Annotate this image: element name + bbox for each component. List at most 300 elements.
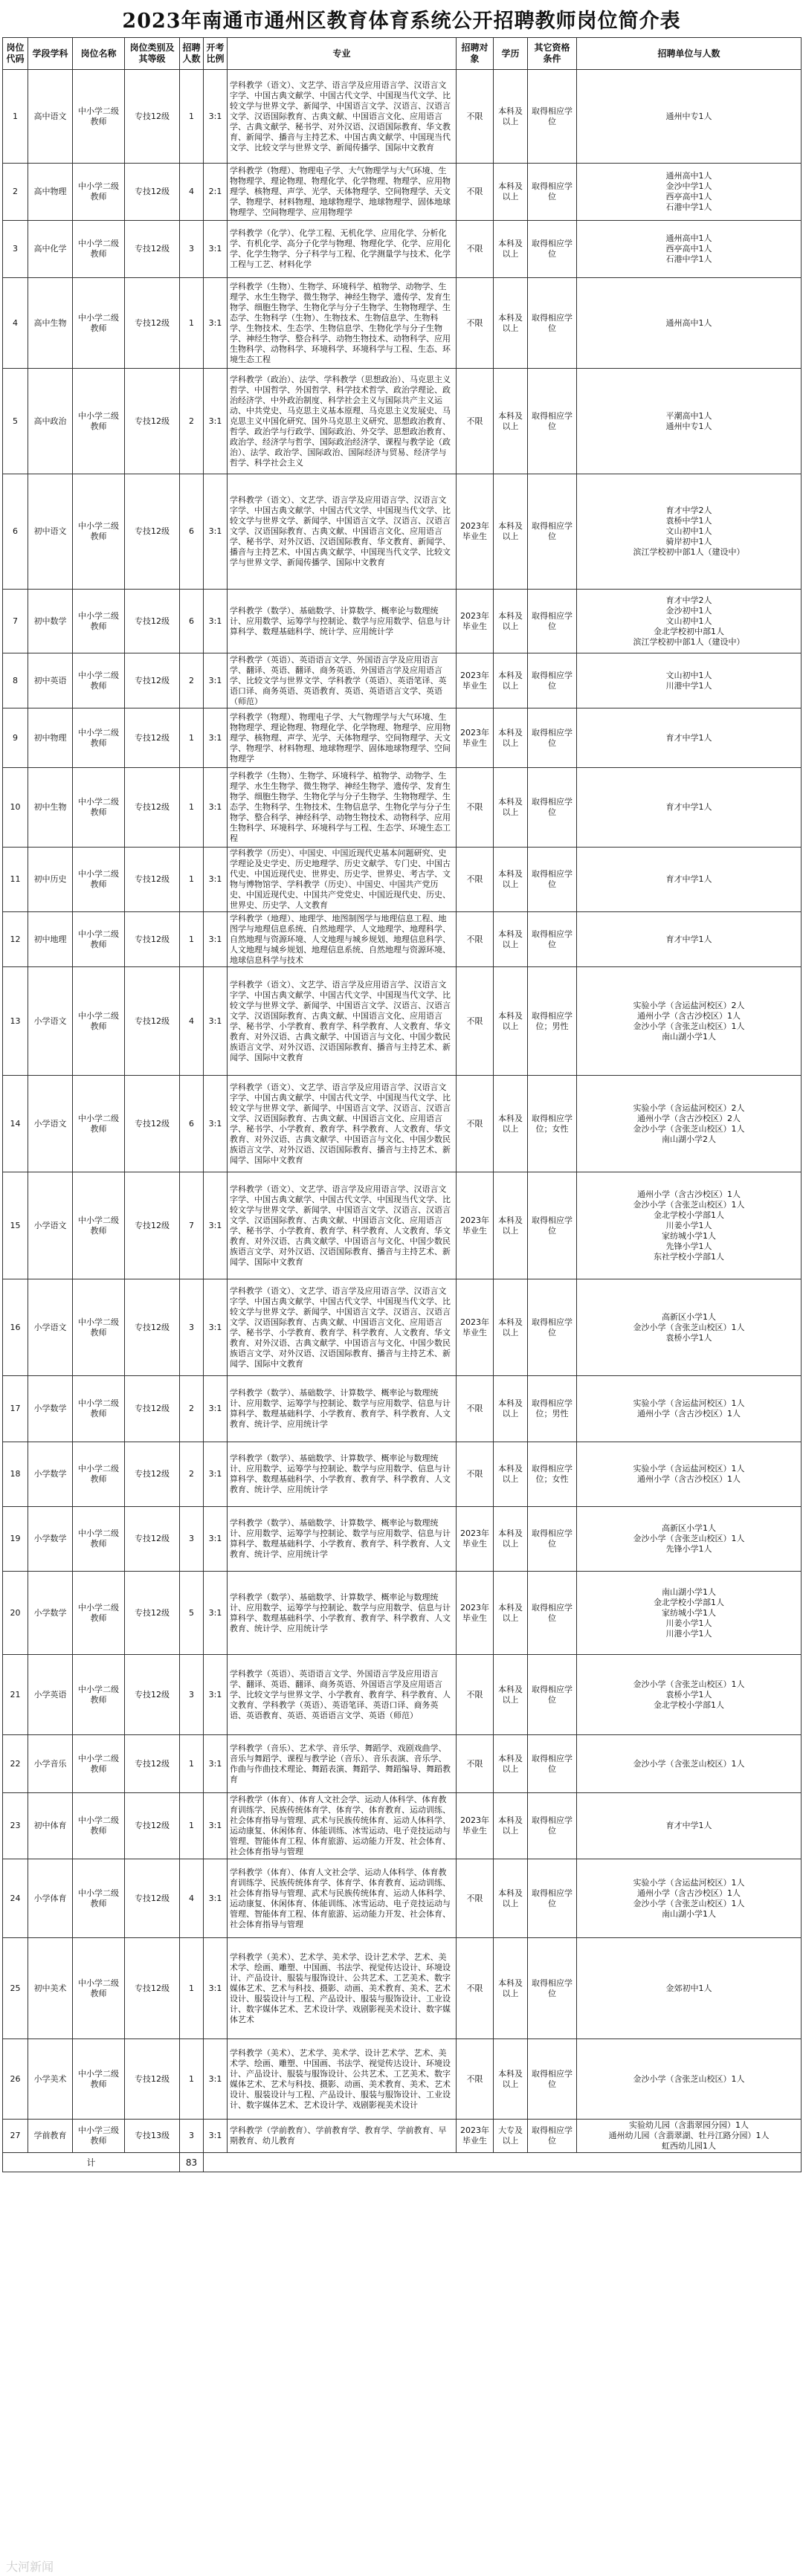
row-target: 不限 (457, 1076, 494, 1172)
row-schools (577, 768, 802, 848)
row-major: 学科教学（英语）、英语语言文学、外国语言学及应用语言学、翻译、英语、翻译、商务英语、外国语言学及应用语言学、比较文学与世界文学、学科教学（英语）、英语笔译、英语口译、商务英语、英语教育、英语、英语语言文学、英语（师范） (228, 653, 457, 708)
row-category: 专技12级 (125, 1859, 180, 1938)
row-edu: 本科及以上 (494, 590, 528, 653)
row-category: 专技12级 (125, 1279, 180, 1376)
row-name: 中小学二级教师 (73, 590, 125, 653)
row-category: 专技12级 (125, 1655, 180, 1735)
school-entry: 育才中学1人 (665, 732, 712, 743)
row-edu: 本科及以上 (494, 70, 528, 164)
row-name: 中小学二级教师 (73, 1793, 125, 1859)
school-entry: 通州高中1人 (665, 317, 712, 328)
row-subject: 小学数学 (28, 1572, 73, 1655)
row-ratio: 3:1 (204, 1076, 228, 1172)
school-entry: 实验小学（含运盐河校区）2人 (633, 1103, 745, 1113)
row-target: 2023年毕业生 (457, 1172, 494, 1279)
row-code: 10 (3, 768, 28, 848)
row-other: 取得相应学位 (528, 848, 577, 912)
school-entry: 通州小学（含古沙校区）1人 (637, 1888, 741, 1898)
row-edu: 本科及以上 (494, 912, 528, 967)
header-target: 招聘对象 (457, 38, 494, 70)
row-subject: 高中政治 (28, 369, 73, 474)
row-subject: 初中语文 (28, 474, 73, 590)
row-ratio: 3:1 (204, 1735, 228, 1793)
row-ratio: 3:1 (204, 1376, 228, 1442)
school-entry: 高新区小学1人 (662, 1523, 716, 1533)
row-other: 取得相应学位 (528, 2120, 577, 2153)
row-major: 学科教学（语文）、文艺学、语言学及应用语言学、汉语言文字学、中国古典文献学、中国古代文学、中国现当代文学、比较文学与世界文学、新闻学、中国语言文学、汉语言、汉语言文学、汉语国际教育、古典文献、中国语言文化、应用语言学、秘书学、小学教育、教育学、科学教育、人文教育、华文教育、对外汉语、古典文献学、中国语言与文化、中国少数民族语言文学、对外汉语、汉语国际教育、播音与主持艺术、新闻学、国际中文教育 (228, 1076, 457, 1172)
row-count: 2 (180, 1376, 204, 1442)
row-count: 3 (180, 1279, 204, 1376)
row-name: 中小学二级教师 (73, 708, 125, 768)
row-code: 21 (3, 1655, 28, 1735)
row-ratio: 3:1 (204, 848, 228, 912)
school-entry: 金沙初中1人 (665, 605, 712, 616)
row-count: 1 (180, 708, 204, 768)
row-schools (577, 653, 802, 708)
school-entry: 石港中学1人 (665, 202, 712, 212)
school-entry: 金沙小学（含张芝山校区）1人 (633, 1322, 745, 1332)
row-code: 13 (3, 967, 28, 1076)
row-ratio: 2:1 (204, 164, 228, 221)
row-count: 1 (180, 278, 204, 369)
row-other: 取得相应学位；男性 (528, 1376, 577, 1442)
row-schools (577, 590, 802, 653)
row-major: 学科教学（美术）、艺术学、美术学、设计艺术学、艺术、美术学、绘画、雕塑、中国画、书法学、视觉传达设计、环境设计、产品设计、服装与服饰设计、公共艺术、工艺美术、数字媒体艺术、艺术与科技、摄影、动画、美术教育、美术、艺术设计、服装设计与工程、产品设计、服装与服饰设计、工业设计、数字媒体艺术、艺术设计学、戏剧影视美术设计、数字媒体艺术 (228, 1938, 457, 2039)
row-name: 中小学二级教师 (73, 221, 125, 278)
school-entry: 育才中学2人 (665, 595, 712, 605)
row-subject: 初中历史 (28, 848, 73, 912)
header-category: 岗位类别及其等级 (125, 38, 180, 70)
school-entry: 骑岸初中1人 (665, 537, 712, 546)
row-name: 中小学二级教师 (73, 369, 125, 474)
row-edu: 本科及以上 (494, 1938, 528, 2039)
row-other: 取得相应学位 (528, 221, 577, 278)
row-category: 专技12级 (125, 474, 180, 590)
header-subject: 学段学科 (28, 38, 73, 70)
row-code: 14 (3, 1076, 28, 1172)
row-code: 1 (3, 70, 28, 164)
school-entry: 实验小学（含运盐河校区）2人 (633, 1000, 745, 1010)
row-count: 2 (180, 653, 204, 708)
row-schools (577, 848, 802, 912)
row-code: 25 (3, 1938, 28, 2039)
row-major: 学科教学（语文）、文艺学、语言学及应用语言学、汉语言文字学、中国古典文献学、中国古代文学、中国现当代文学、比较文学与世界文学、新闻学、中国语言文学、汉语言、汉语言文学、汉语国际教育、古典文献、中国语言文化、应用语言学、秘书学、小学教育、教育学、科学教育、人文教育、华文教育、对外汉语、古典文献学、中国语言与文化、中国少数民族语言文学、对外汉语、汉语国际教育、播音与主持艺术、新闻学、国际中文教育 (228, 1172, 457, 1279)
row-category: 专技12级 (125, 278, 180, 369)
row-subject: 初中体育 (28, 1793, 73, 1859)
row-major: 学科教学（语文）、文艺学、语言学及应用语言学、汉语言文字学、中国古典文献学、中国古代文学、中国现当代文学、比较文学与世界文学、新闻学、中国语言文学、汉语言、汉语言文学、汉语国际教育、古典文献、中国语言文化、应用语言学、秘书学、对外汉语、汉语国际教育、华文教育、新闻学、播音与主持艺术、中国古典文献学、中国现当代文学、比较文学与世界文学、新闻传播学、国际中文教育 (228, 474, 457, 590)
row-edu: 本科及以上 (494, 1859, 528, 1938)
row-code: 17 (3, 1376, 28, 1442)
row-other: 取得相应学位；女性 (528, 1076, 577, 1172)
row-target: 不限 (457, 1655, 494, 1735)
table-row (3, 1859, 802, 1938)
row-other: 取得相应学位 (528, 768, 577, 848)
row-subject: 高中化学 (28, 221, 73, 278)
school-entry: 通州小学（含古沙校区）2人 (637, 1113, 741, 1123)
school-entry: 通州中专1人 (665, 421, 712, 431)
row-subject: 小学数学 (28, 1376, 73, 1442)
row-major: 学科教学（化学）、化学工程、无机化学、应用化学、分析化学、有机化学、高分子化学与物理、物理化学、化学、应用化学、化学生物学、分子科学与工程、化学测量学与技术、化学工程与工艺、材料化学 (228, 221, 457, 278)
row-code: 4 (3, 278, 28, 369)
row-count: 3 (180, 1507, 204, 1572)
table-row (3, 848, 802, 912)
school-entry: 南山湖小学1人 (662, 1031, 716, 1042)
row-edu: 本科及以上 (494, 1376, 528, 1442)
school-entry: 东社学校小学部1人 (654, 1251, 724, 1262)
school-entry: 家纺城小学1人 (662, 1607, 716, 1618)
row-schools (577, 1655, 802, 1735)
row-count: 1 (180, 848, 204, 912)
row-subject: 初中英语 (28, 653, 73, 708)
table-row (3, 1655, 802, 1735)
row-target: 不限 (457, 70, 494, 164)
row-edu: 本科及以上 (494, 1076, 528, 1172)
row-subject: 小学语文 (28, 967, 73, 1076)
row-ratio: 3:1 (204, 1279, 228, 1376)
school-entry: 金北学校初中部1人 (654, 626, 724, 636)
row-schools (577, 369, 802, 474)
row-category: 专技12级 (125, 848, 180, 912)
school-entry: 育才中学1人 (665, 802, 712, 812)
row-target: 不限 (457, 221, 494, 278)
row-target: 不限 (457, 164, 494, 221)
row-edu: 本科及以上 (494, 1793, 528, 1859)
row-ratio: 3:1 (204, 1172, 228, 1279)
row-category: 专技12级 (125, 590, 180, 653)
school-entry: 通州高中1人 (665, 171, 712, 181)
row-count: 3 (180, 221, 204, 278)
row-schools (577, 2120, 802, 2153)
row-name: 中小学二级教师 (73, 474, 125, 590)
school-entry: 通州高中1人 (665, 233, 712, 243)
school-entry: 家纺城小学1人 (662, 1230, 716, 1241)
row-major: 学科教学（体育）、体育人文社会学、运动人体科学、体育教育训练学、民族传统体育学、体育学、体育教育、运动训练、社会体育指导与管理、武术与民族传统体育、运动人体科学、运动康复、休闲体育、体能训练、冰雪运动、电子竞技运动与管理、智能体育工程、体育旅游、运动能力开发、社会体育、社会体育指导与管理 (228, 1859, 457, 1938)
school-entry: 金沙中学1人 (665, 181, 712, 191)
row-subject: 初中物理 (28, 708, 73, 768)
row-category: 专技12级 (125, 1376, 180, 1442)
row-ratio: 3:1 (204, 967, 228, 1076)
row-count: 1 (180, 1735, 204, 1793)
row-category: 专技12级 (125, 967, 180, 1076)
row-edu: 本科及以上 (494, 221, 528, 278)
school-entry: 西亭高中1人 (665, 192, 712, 201)
row-major: 学科教学（数学）、基础数学、计算数学、概率论与数理统计、应用数学、运筹学与控制论、数学与应用数学、信息与计算科学、数理基础科学、小学教育、教育学、科学教育、人文教育、统计学、应用统计学 (228, 1507, 457, 1572)
row-name: 中小学二级教师 (73, 164, 125, 221)
row-edu: 本科及以上 (494, 1735, 528, 1793)
school-entry: 金沙小学（含张芝山校区）1人 (633, 1123, 745, 1134)
row-major: 学科教学（学前教育）、学前教育学、教育学、学前教育、早期教育、幼儿教育 (228, 2120, 457, 2153)
row-ratio: 3:1 (204, 1442, 228, 1507)
row-target: 2023年毕业生 (457, 1279, 494, 1376)
row-edu: 本科及以上 (494, 1172, 528, 1279)
row-ratio: 3:1 (204, 1938, 228, 2039)
row-target: 2023年毕业生 (457, 590, 494, 653)
school-entry: 通州小学（含古沙校区）1人 (637, 1189, 741, 1199)
row-other: 取得相应学位 (528, 1507, 577, 1572)
row-name: 中小学二级教师 (73, 1938, 125, 2039)
total-blank (204, 2153, 802, 2172)
row-ratio: 3:1 (204, 1572, 228, 1655)
row-code: 7 (3, 590, 28, 653)
row-subject: 小学数学 (28, 1442, 73, 1507)
row-edu: 本科及以上 (494, 369, 528, 474)
table-row (3, 1735, 802, 1793)
row-schools (577, 1507, 802, 1572)
row-category: 专技12级 (125, 1572, 180, 1655)
school-entry: 金沙小学（含张芝山校区）1人 (633, 2073, 745, 2084)
school-entry: 育才中学1人 (665, 874, 712, 884)
row-code: 23 (3, 1793, 28, 1859)
row-category: 专技12级 (125, 1938, 180, 2039)
school-entry: 南山湖小学1人 (662, 1908, 716, 1919)
school-entry: 实验小学（含运盐河校区）1人 (633, 1464, 745, 1473)
row-count: 1 (180, 768, 204, 848)
row-other: 取得相应学位；男性 (528, 967, 577, 1076)
page-title: 2023年南通市通州区教育体育系统公开招聘教师岗位简介表 (122, 10, 681, 33)
row-subject: 小学语文 (28, 1172, 73, 1279)
row-category: 专技12级 (125, 369, 180, 474)
row-edu: 本科及以上 (494, 653, 528, 708)
row-edu: 本科及以上 (494, 1572, 528, 1655)
table-row (3, 70, 802, 164)
header-name: 岗位名称 (73, 38, 125, 70)
header-count: 招聘人数 (180, 38, 204, 70)
row-other: 取得相应学位 (528, 164, 577, 221)
row-major: 学科教学（数学）、基础数学、计算数学、概率论与数理统计、应用数学、运筹学与控制论、数学与应用数学、信息与计算科学、数理基础科学、统计学、应用统计学 (228, 590, 457, 653)
school-entry: 先锋小学1人 (665, 1241, 712, 1251)
row-category: 专技12级 (125, 1735, 180, 1793)
row-count: 2 (180, 1442, 204, 1507)
table-row (3, 1376, 802, 1442)
row-edu: 本科及以上 (494, 848, 528, 912)
row-name: 中小学二级教师 (73, 1735, 125, 1793)
school-entry: 实验小学（含运盐河校区）1人 (633, 1877, 745, 1888)
school-entry: 金沙小学（含张芝山校区）1人 (633, 1199, 745, 1210)
row-other: 取得相应学位 (528, 1572, 577, 1655)
school-entry: 文山初中1人 (665, 616, 712, 626)
row-schools (577, 2039, 802, 2120)
row-ratio: 3:1 (204, 2039, 228, 2120)
row-name: 中小学二级教师 (73, 1376, 125, 1442)
row-schools (577, 1076, 802, 1172)
row-category: 专技12级 (125, 768, 180, 848)
school-entry: 南山湖小学2人 (662, 1134, 716, 1144)
school-entry: 通州幼儿园（含翡翠湖、牡丹江路分园）1人 (608, 2131, 770, 2140)
row-category: 专技12级 (125, 70, 180, 164)
school-entry: 西亭高中1人 (665, 244, 712, 254)
row-name: 中小学二级教师 (73, 70, 125, 164)
row-ratio: 3:1 (204, 768, 228, 848)
row-count: 4 (180, 164, 204, 221)
row-major: 学科教学（数学）、基础数学、计算数学、概率论与数理统计、应用数学、运筹学与控制论、数学与应用数学、信息与计算科学、数理基础科学、小学教育、教育学、科学教育、人文教育、统计学、应用统计学 (228, 1376, 457, 1442)
row-category: 专技12级 (125, 912, 180, 967)
row-edu: 本科及以上 (494, 278, 528, 369)
row-schools (577, 278, 802, 369)
row-major: 学科教学（生物）、生物学、环境科学、植物学、动物学、生理学、水生生物学、微生物学、神经生物学、遗传学、发育生物学、细胞生物学、生物化学与分子生物学、生物物理学、生态学、生物科学（生物）、生物技术、生物信息学、生物科学、生物技术、生态学、生物信息学、生物化学与分子生物学、神经生物学、整合科学、动物生物技术、动物科学、应用生物科学、动物科学、环境科学、环境科学与工程、生态、环境生态工程 (228, 278, 457, 369)
school-entry: 通州小学（含古沙校区）1人 (637, 1474, 741, 1484)
row-count: 1 (180, 1793, 204, 1859)
row-count: 3 (180, 2120, 204, 2153)
row-schools (577, 164, 802, 221)
row-major: 学科教学（政治）、法学、学科教学（思想政治）、马克思主义哲学、中国哲学、外国哲学、科学技术哲学、政治学理论、政治经济学、中外政治制度、科学社会主义与国际共产主义运动、中共党史、马克思主义基本原理、马克思主义发展史、马克思主义中国化研究、国外马克思主义研究、思想政治教育、哲学、政治学与行政学、国际政治、外交学、思想政治教育、政治学、经济学与哲学、国际政治经济学、课程与教学论（政治）、法学、政治学、国际政治、国际经济与贸易、经济学与哲学、科学社会主义 (228, 369, 457, 474)
school-entry: 高新区小学1人 (662, 1311, 716, 1322)
school-entry: 川姜小学1人 (665, 1618, 712, 1628)
row-target: 2023年毕业生 (457, 708, 494, 768)
row-ratio: 3:1 (204, 278, 228, 369)
row-count: 4 (180, 967, 204, 1076)
row-major: 学科教学（物理）、物理电子学、大气物理学与大气环境、生物物理学、理论物理、物理化学、化学物理、物理学、应用物理学、核物理、声学、光学、天体物理学、空间物理学、天文学、物理学、材料物理、地球物理学、固体地球物理学、空间物理学 (228, 708, 457, 768)
school-entry: 虹西幼儿园1人 (662, 2141, 716, 2151)
row-schools (577, 221, 802, 278)
row-ratio: 3:1 (204, 1507, 228, 1572)
row-target: 不限 (457, 768, 494, 848)
row-other: 取得相应学位 (528, 912, 577, 967)
row-schools (577, 1376, 802, 1442)
row-name: 中小学二级教师 (73, 967, 125, 1076)
row-schools (577, 474, 802, 590)
row-edu: 本科及以上 (494, 708, 528, 768)
row-count: 5 (180, 1572, 204, 1655)
row-ratio: 3:1 (204, 2120, 228, 2153)
row-count: 1 (180, 70, 204, 164)
row-code: 18 (3, 1442, 28, 1507)
school-entry: 实验幼儿园（含翡翠园分园）1人 (629, 2120, 749, 2130)
row-target: 2023年毕业生 (457, 474, 494, 590)
row-target: 2023年毕业生 (457, 1572, 494, 1655)
row-subject: 高中生物 (28, 278, 73, 369)
school-entry: 南山湖小学1人 (662, 1586, 716, 1597)
school-entry: 育才中学2人 (665, 506, 712, 515)
row-schools (577, 70, 802, 164)
row-code: 11 (3, 848, 28, 912)
row-schools (577, 1279, 802, 1376)
row-other: 取得相应学位 (528, 708, 577, 768)
row-subject: 高中物理 (28, 164, 73, 221)
table-row (3, 1172, 802, 1279)
row-subject: 小学语文 (28, 1076, 73, 1172)
row-code: 16 (3, 1279, 28, 1376)
header-other: 其它资格条件 (528, 38, 577, 70)
row-edu: 本科及以上 (494, 164, 528, 221)
row-category: 专技12级 (125, 1793, 180, 1859)
row-edu: 大专及以上 (494, 2120, 528, 2153)
school-entry: 金北学校小学部1人 (654, 1699, 724, 1710)
row-target: 不限 (457, 1735, 494, 1793)
table-row (3, 967, 802, 1076)
row-other: 取得相应学位 (528, 1735, 577, 1793)
row-major: 学科教学（数学）、基础数学、计算数学、概率论与数理统计、应用数学、运筹学与控制论、数学与应用数学、信息与计算科学、数理基础科学、小学教育、教育学、科学教育、人文教育、统计学、应用统计学 (228, 1442, 457, 1507)
school-entry: 金沙小学（含张芝山校区）1人 (633, 1534, 745, 1543)
row-subject: 初中美术 (28, 1938, 73, 2039)
table-row (3, 653, 802, 708)
row-ratio: 3:1 (204, 474, 228, 590)
row-major: 学科教学（生物）、生物学、环境科学、植物学、动物学、生理学、水生生物学、微生物学、神经生物学、遗传学、发育生物学、细胞生物学、生物化学与分子生物学、生物物理学、生态学、生物科学、生物技术、生物信息学、生物化学与分子生物学、整合科学、神经科学、动物生物技术、动物科学、应用生物科学、环境科学、环境科学与工程、生态学、环境生态工程 (228, 768, 457, 848)
row-code: 27 (3, 2120, 28, 2153)
school-entry: 金北学校小学部1人 (654, 1210, 724, 1220)
row-name: 中小学二级教师 (73, 1172, 125, 1279)
row-edu: 本科及以上 (494, 1442, 528, 1507)
recruitment-table (2, 37, 802, 2172)
row-edu: 本科及以上 (494, 768, 528, 848)
row-code: 12 (3, 912, 28, 967)
row-other: 取得相应学位 (528, 1793, 577, 1859)
row-major: 学科教学（体育）、体育人文社会学、运动人体科学、体育教育训练学、民族传统体育学、体育学、体育教育、运动训练、社会体育指导与管理、武术与民族传统体育、运动人体科学、运动康复、休闲体育、体能训练、冰雪运动、电子竞技运动与管理、智能体育工程、体育旅游、运动能力开发、社会体育、社会体育指导与管理 (228, 1793, 457, 1859)
row-other: 取得相应学位 (528, 2039, 577, 2120)
school-entry: 袁桥中学1人 (665, 516, 712, 526)
row-other: 取得相应学位 (528, 1279, 577, 1376)
school-entry: 石港中学1人 (665, 254, 712, 264)
row-other: 取得相应学位；女性 (528, 1442, 577, 1507)
row-ratio: 3:1 (204, 1655, 228, 1735)
row-schools (577, 1735, 802, 1793)
row-name: 中小学二级教师 (73, 912, 125, 967)
total-count: 83 (180, 2153, 204, 2172)
table-row (3, 1793, 802, 1859)
row-major: 学科教学（音乐）、艺术学、音乐学、舞蹈学、戏剧戏曲学、音乐与舞蹈学、课程与教学论（音乐）、音乐表演、音乐学、作曲与作曲技术理论、舞蹈表演、舞蹈学、舞蹈编导、舞蹈教育 (228, 1735, 457, 1793)
row-target: 2023年毕业生 (457, 653, 494, 708)
row-code: 9 (3, 708, 28, 768)
school-entry: 金沙小学（含张芝山校区）1人 (633, 1758, 745, 1769)
row-category: 专技12级 (125, 653, 180, 708)
row-schools (577, 1793, 802, 1859)
row-code: 26 (3, 2039, 28, 2120)
watermark: 大河新闻 (6, 2560, 54, 2574)
school-entry: 通州中专1人 (665, 111, 712, 121)
row-schools (577, 1938, 802, 2039)
row-edu: 本科及以上 (494, 474, 528, 590)
school-entry: 袁桥小学1人 (665, 1689, 712, 1699)
row-ratio: 3:1 (204, 708, 228, 768)
row-name: 中小学二级教师 (73, 653, 125, 708)
table-row (3, 768, 802, 848)
row-other: 取得相应学位 (528, 70, 577, 164)
table-row (3, 1507, 802, 1572)
school-entry: 通州小学（含古沙校区）1人 (637, 1010, 741, 1021)
row-other: 取得相应学位 (528, 1655, 577, 1735)
row-schools (577, 1172, 802, 1279)
row-edu: 本科及以上 (494, 1655, 528, 1735)
row-major: 学科教学（物理）、物理电子学、大气物理学与大气环境、生物物理学、理论物理、物理化学、化学物理、物理学、应用物理学、核物理、声学、光学、天体物理学、空间物理学、天文学、物理学、材料物理、地球物理学、地球物理学、固体地球物理学、空间物理学、应用物理学 (228, 164, 457, 221)
row-subject: 小学语文 (28, 1279, 73, 1376)
row-count: 6 (180, 590, 204, 653)
row-edu: 本科及以上 (494, 1279, 528, 1376)
row-category: 专技12级 (125, 708, 180, 768)
row-schools (577, 967, 802, 1076)
row-ratio: 3:1 (204, 221, 228, 278)
school-entry: 育才中学1人 (665, 1821, 712, 1830)
row-major: 学科教学（历史）、中国史、中国近现代史基本问题研究、史学理论及史学史、历史地理学、历史文献学、专门史、中国古代史、中国近现代史、世界史、历史学、世界史、考古学、文物与博物馆学、学科教学（历史）、中国史、中国共产党历史、中国近现代史、中国共产党党史、中国近现代史、历史、世界史、历史学、人文教育 (228, 848, 457, 912)
row-other: 取得相应学位 (528, 653, 577, 708)
row-subject: 小学英语 (28, 1655, 73, 1735)
row-target: 不限 (457, 2039, 494, 2120)
row-category: 专技12级 (125, 1172, 180, 1279)
school-entry: 文山初中1人 (665, 670, 712, 680)
row-edu: 本科及以上 (494, 2039, 528, 2120)
row-other: 取得相应学位 (528, 590, 577, 653)
row-major: 学科教学（美术）、艺术学、美术学、设计艺术学、艺术、美术学、绘画、雕塑、中国画、书法学、视觉传达设计、环境设计、产品设计、服装与服饰设计、公共艺术、工艺美术、数字媒体艺术、艺术与科技、摄影、动画、美术教育、美术、艺术设计、服装设计与工程、产品设计、服装与服饰设计、工业设计、数字媒体艺术、艺术设计学、戏剧影视美术设计 (228, 2039, 457, 2120)
row-ratio: 3:1 (204, 70, 228, 164)
row-name: 中小学二级教师 (73, 1076, 125, 1172)
row-target: 不限 (457, 967, 494, 1076)
table-row (3, 278, 802, 369)
header-edu: 学历 (494, 38, 528, 70)
school-entry: 育才中学1人 (665, 934, 712, 944)
row-name: 中小学二级教师 (73, 1859, 125, 1938)
table-row (3, 1076, 802, 1172)
row-major: 学科教学（地理）、地理学、地图制图学与地理信息工程、地图学与地理信息系统、自然地理学、人文地理学、地理科学、自然地理与资源环境、人文地理与城乡规划、地理信息科学、人文地理与城乡规划、地理信息系统、自然地理与资源环境、地球信息科学与技术 (228, 912, 457, 967)
row-other: 取得相应学位 (528, 1938, 577, 2039)
row-code: 6 (3, 474, 28, 590)
